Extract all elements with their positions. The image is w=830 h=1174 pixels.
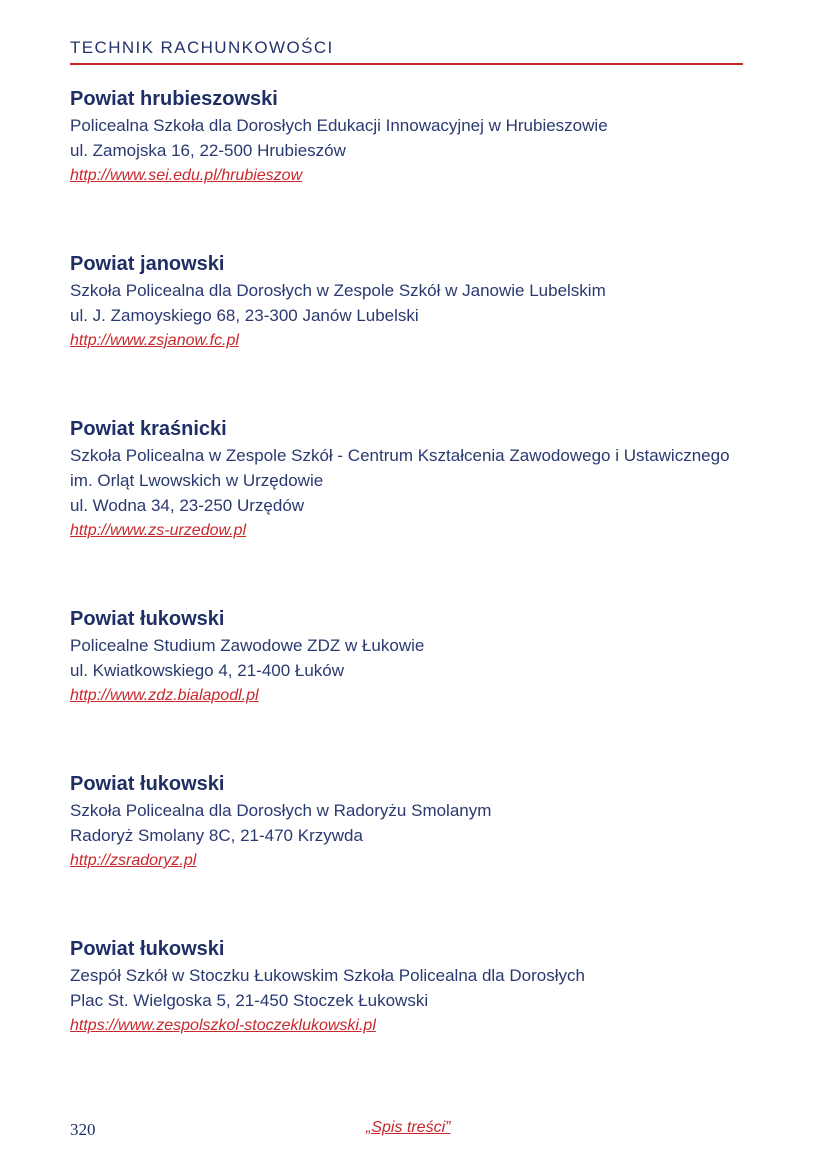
- school-name-continued: im. Orląt Lwowskich w Urzędowie: [70, 471, 324, 490]
- entry-heading: Powiat hrubieszowski: [70, 88, 278, 110]
- school-list: [70, 85, 770, 1100]
- header-divider: [70, 63, 743, 65]
- list-item: [70, 935, 770, 1038]
- list-item: [70, 85, 770, 188]
- school-name: Szkoła Policealna dla Dorosłych w Zespole Szkół w Janowie Lubelskim: [70, 281, 606, 300]
- school-website-link[interactable]: http://www.zs-urzedow.pl: [70, 522, 247, 539]
- school-website-link[interactable]: http://www.sei.edu.pl/hrubieszow: [70, 167, 303, 184]
- list-item: [70, 770, 770, 873]
- school-website-link[interactable]: http://zsradoryz.pl: [70, 852, 197, 869]
- school-name: Szkoła Policealna dla Dorosłych w Radoryżu Smolanym: [70, 801, 492, 820]
- school-name: Policealne Studium Zawodowe ZDZ w Łukowie: [70, 636, 425, 655]
- school-name: Policealna Szkoła dla Dorosłych Edukacji Innowacyjnej w Hrubieszowie: [70, 116, 608, 135]
- school-address: Radoryż Smolany 8C, 21-470 Krzywda: [70, 826, 363, 845]
- school-address: ul. Wodna 34, 23-250 Urzędów: [70, 496, 305, 515]
- entry-heading: Powiat łukowski: [70, 938, 225, 960]
- school-website-link[interactable]: https://www.zespolszkol-stoczeklukowski.pl: [70, 1017, 376, 1034]
- school-name: Zespół Szkół w Stoczku Łukowskim Szkoła Policealna dla Dorosłych: [70, 966, 585, 985]
- school-address: ul. J. Zamoyskiego 68, 23-300 Janów Lubelski: [70, 306, 419, 325]
- table-of-contents-link[interactable]: „Spis treści”: [366, 1119, 451, 1136]
- school-address: Plac St. Wielgoska 5, 21-450 Stoczek Łukowski: [70, 991, 429, 1010]
- school-website-link[interactable]: http://www.zdz.bialapodl.pl: [70, 687, 259, 704]
- entry-heading: Powiat łukowski: [70, 773, 225, 795]
- school-website-link[interactable]: http://www.zsjanow.fc.pl: [70, 332, 239, 349]
- page-number: 320: [70, 1120, 96, 1139]
- list-item: [70, 415, 770, 543]
- running-header-title: TECHNIK RACHUNKOWOŚCI: [70, 38, 334, 57]
- list-item: [70, 250, 770, 353]
- school-address: ul. Kwiatkowskiego 4, 21-400 Łuków: [70, 661, 345, 680]
- entry-heading: Powiat kraśnicki: [70, 418, 227, 440]
- school-name: Szkoła Policealna w Zespole Szkół - Centrum Kształcenia Zawodowego i Ustawicznego: [70, 446, 730, 465]
- school-address: ul. Zamojska 16, 22-500 Hrubieszów: [70, 141, 346, 160]
- list-item: [70, 605, 770, 708]
- entry-heading: Powiat janowski: [70, 253, 225, 275]
- entry-heading: Powiat łukowski: [70, 608, 225, 630]
